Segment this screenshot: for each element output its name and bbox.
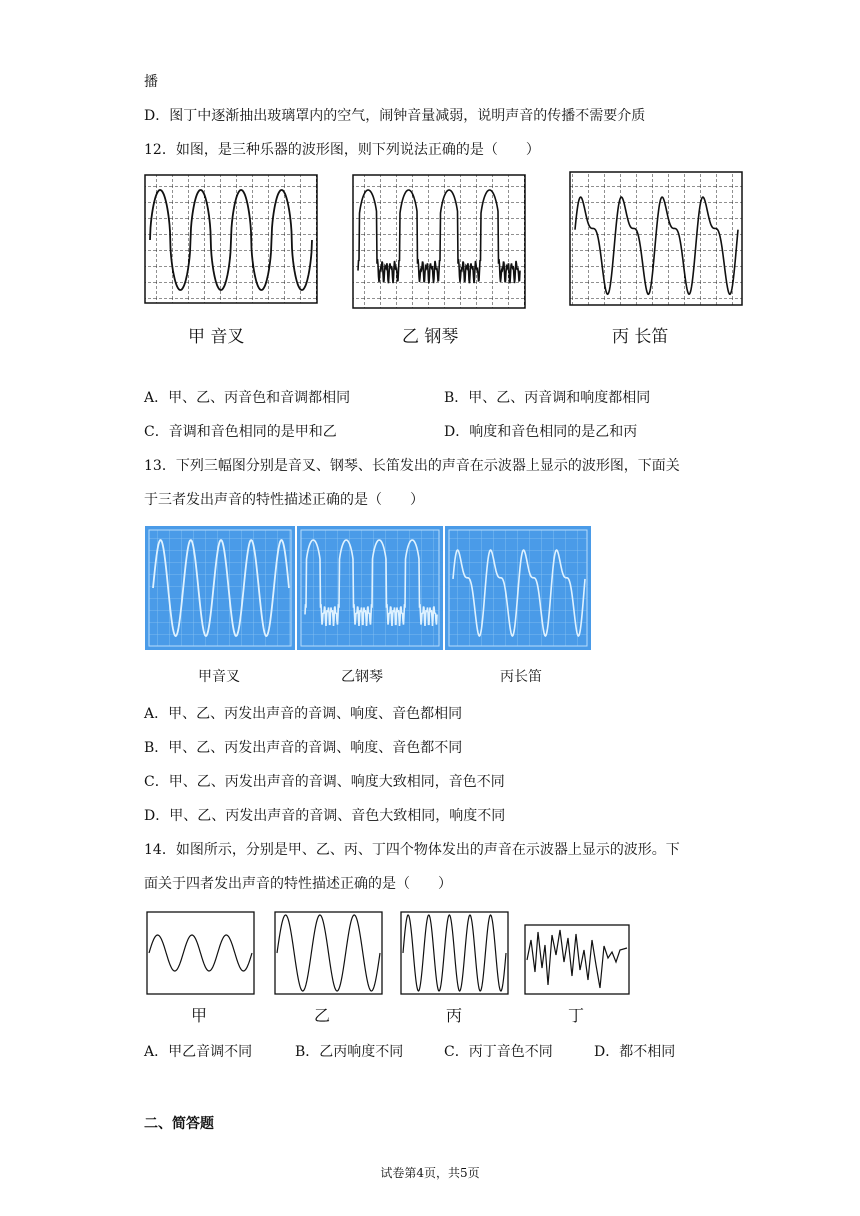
piano-scope [297,526,443,650]
page-footer: 试卷第4页，共5页 [380,1166,480,1180]
q12-stem: 12．如图，是三种乐器的波形图，则下列说法正确的是（ ） [144,142,540,158]
q13-option-c: C．甲、乙、丙发出声音的音调、响度大致相同，音色不同 [144,774,505,790]
q14-caption-jia: 甲 [191,1006,208,1025]
q13-stem-line1: 13．下列三幅图分别是音叉、钢琴、长笛发出的声音在示波器上显示的波形图，下面关 [144,458,680,474]
wave-yi-box [275,912,382,994]
q13-option-b: B．甲、乙、丙发出声音的音调、响度、音色都不同 [144,740,463,756]
tuning-fork-scope [145,175,317,303]
flute-scope [570,172,742,305]
q12-caption-bing: 丙 长笛 [612,327,669,347]
flute-scope [445,526,591,650]
section-heading: 二、简答题 [144,1116,214,1132]
q13-option-a: A．甲、乙、丙发出声音的音调、响度、音色都相同 [144,706,463,722]
prev-question-tail: 播 [144,74,158,90]
q13-caption-jia: 甲音叉 [198,669,240,685]
q13-oscilloscope-figure [145,526,595,651]
q14-waveform-figure [145,910,635,996]
prev-option-d: D．图丁中逐渐抽出玻璃罩内的空气，闹钟音量减弱，说明声音的传播不需要介质 [144,108,646,124]
q13-stem-line2: 于三者发出声音的特性描述正确的是（ ） [144,492,424,508]
q12-caption-jia: 甲 音叉 [188,327,245,347]
q12-option-a: A．甲、乙、丙音色和音调都相同 [144,390,351,406]
q14-option-d: D．都不相同 [594,1044,676,1060]
q13-option-d: D．甲、乙、丙发出声音的音调、音色大致相同，响度不同 [144,808,506,824]
piano-scope [353,175,525,308]
q14-option-b: B．乙丙响度不同 [295,1044,404,1060]
q12-option-d: D．响度和音色相同的是乙和丙 [444,424,638,440]
wave-jia-box [147,912,254,994]
wave-bing-box [401,912,508,994]
q12-caption-yi: 乙 钢琴 [402,327,459,347]
q12-option-b: B．甲、乙、丙音调和响度都相同 [444,390,651,406]
q14-caption-bing: 丙 [446,1006,463,1025]
q13-caption-yi: 乙钢琴 [341,669,383,685]
tuning-fork-scope [145,526,295,650]
wave-ding-box [525,925,629,994]
q12-option-c: C．音调和音色相同的是甲和乙 [144,424,337,440]
q13-caption-bing: 丙长笛 [500,669,542,685]
q14-option-a: A．甲乙音调不同 [144,1044,253,1060]
q14-stem-line1: 14．如图所示，分别是甲、乙、丙、丁四个物体发出的声音在示波器上显示的波形。下 [144,842,680,858]
q14-option-c: C．丙丁音色不同 [444,1044,553,1060]
q14-caption-ding: 丁 [568,1006,585,1025]
q14-stem-line2: 面关于四者发出声音的特性描述正确的是（ ） [144,876,452,892]
q14-caption-yi: 乙 [314,1006,331,1025]
